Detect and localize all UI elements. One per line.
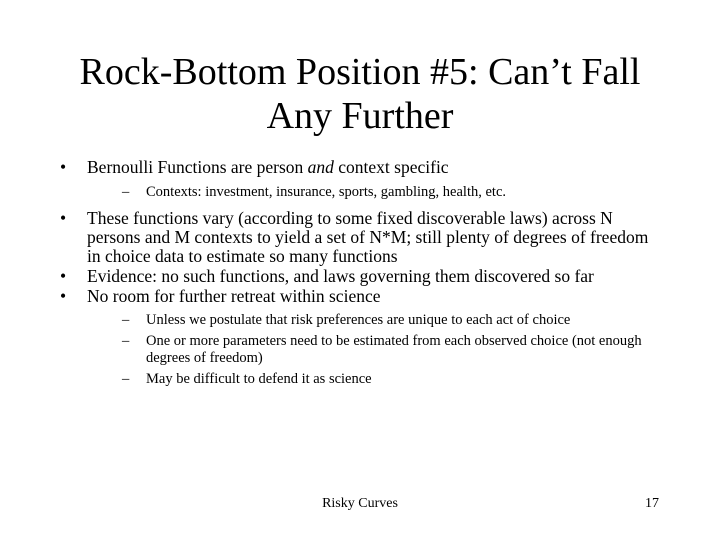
bullet-item — [60, 209, 660, 266]
bullet-text: No room for further retreat within science — [87, 286, 381, 306]
bullet-text: Bernoulli Functions are person and context specific — [87, 157, 449, 177]
sub-bullet-marker: – — [122, 184, 130, 200]
title-line-1: Rock-Bottom Position #5: Can’t Fall — [79, 51, 641, 93]
page-number: 17 — [645, 496, 659, 511]
sub-bullet-marker: – — [122, 333, 130, 349]
sub-bullet-text: Unless we postulate that risk preferences are unique to each act of choice — [146, 312, 571, 328]
bullet-text: These functions vary (according to some fixed discoverable laws) across N persons and M contexts to yield a set of N*M; still plenty of degrees of freedom in choice data to estimate so many functions — [87, 208, 649, 266]
sub-bullet-text: Contexts: investment, insurance, sports, gambling, health, etc. — [146, 184, 507, 200]
bullet-marker: • — [60, 286, 67, 306]
sub-bullet-item — [87, 333, 660, 367]
sub-bullet-item — [87, 184, 660, 201]
bullet-item — [60, 267, 660, 286]
footer-text: Risky Curves — [322, 496, 398, 511]
sub-bullet-marker: – — [122, 312, 130, 328]
sub-bullet-marker: – — [122, 371, 130, 387]
bullet-item — [60, 287, 660, 388]
bullet-emphasis: and — [307, 157, 334, 177]
slide-title — [40, 50, 680, 138]
sub-bullet-list — [87, 312, 660, 388]
bullet-marker: • — [60, 208, 67, 228]
sub-bullet-list — [87, 184, 660, 201]
sub-bullet-item — [87, 371, 660, 388]
sub-bullet-item — [87, 312, 660, 329]
bullet-marker: • — [60, 157, 67, 177]
title-line-2: Any Further — [266, 95, 454, 137]
bullet-list — [60, 158, 660, 388]
bullet-marker: • — [60, 266, 67, 286]
sub-bullet-text: One or more parameters need to be estimated from each observed choice (not enough degrees of freedom) — [146, 333, 642, 366]
bullet-item — [60, 158, 660, 201]
sub-bullet-text: May be difficult to defend it as science — [146, 371, 372, 387]
bullet-text: Evidence: no such functions, and laws governing them discovered so far — [87, 266, 594, 286]
